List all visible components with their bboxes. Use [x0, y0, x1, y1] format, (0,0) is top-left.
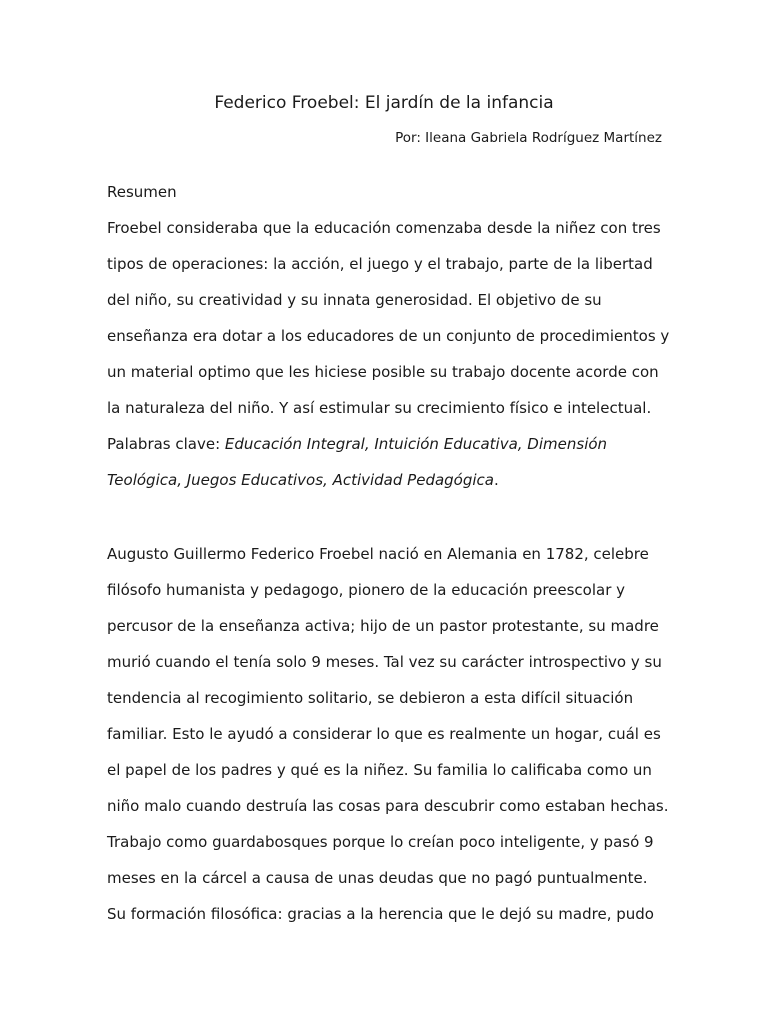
- body-line: meses en la cárcel a causa de unas deudas que no pagó puntualmente.: [107, 869, 648, 887]
- abstract-line: del niño, su creatividad y su innata generosidad. El objetivo de su: [107, 291, 602, 309]
- body-line: el papel de los padres y qué es la niñez. Su familia lo calificaba como un: [107, 761, 652, 779]
- body-line: familiar. Esto le ayudó a considerar lo que es realmente un hogar, cuál es: [107, 725, 661, 743]
- keywords-line: [107, 470, 499, 490]
- keywords-list: Educación Integral, Intuición Educativa, Dimensión: [224, 435, 608, 453]
- keywords-end: .: [493, 471, 499, 489]
- abstract-line: la naturaleza del niño. Y así estimular su crecimiento físico e intelectual.: [107, 399, 652, 417]
- abstract-heading: Resumen: [107, 183, 177, 201]
- body-line: tendencia al recogimiento solitario, se debieron a esta difícil situación: [107, 689, 634, 707]
- body-line: murió cuando el tenía solo 9 meses. Tal vez su carácter introspectivo y su: [107, 653, 662, 671]
- document-title: Federico Froebel: El jardín de la infancia: [214, 93, 554, 113]
- body-line: niño malo cuando destruía las cosas para descubrir como estaban hechas.: [107, 797, 669, 815]
- body-line: Augusto Guillermo Federico Froebel nació en Alemania en 1782, celebre: [107, 545, 649, 563]
- keywords-label: Palabras clave:: [107, 435, 225, 453]
- keywords-line: [107, 434, 607, 454]
- abstract-line: enseñanza era dotar a los educadores de un conjunto de procedimientos y: [107, 327, 670, 345]
- abstract-line: Froebel consideraba que la educación comenzaba desde la niñez con tres: [107, 219, 661, 237]
- body-line: Su formación filosófica: gracias a la herencia que le dejó su madre, pudo: [107, 905, 654, 923]
- body-line: Trabajo como guardabosques porque lo creían poco inteligente, y pasó 9: [107, 833, 654, 851]
- abstract-line: un material optimo que les hiciese posible su trabajo docente acorde con: [107, 363, 659, 381]
- body-line: filósofo humanista y pedagogo, pionero de la educación preescolar y: [107, 581, 626, 599]
- body-line: percusor de la enseñanza activa; hijo de un pastor protestante, su madre: [107, 617, 659, 635]
- abstract-line: tipos de operaciones: la acción, el juego y el trabajo, parte de la libertad: [107, 255, 653, 273]
- author-line: Por: Ileana Gabriela Rodríguez Martínez: [395, 130, 662, 146]
- keywords-list: Teológica, Juegos Educativos, Actividad Pedagógica: [107, 471, 494, 489]
